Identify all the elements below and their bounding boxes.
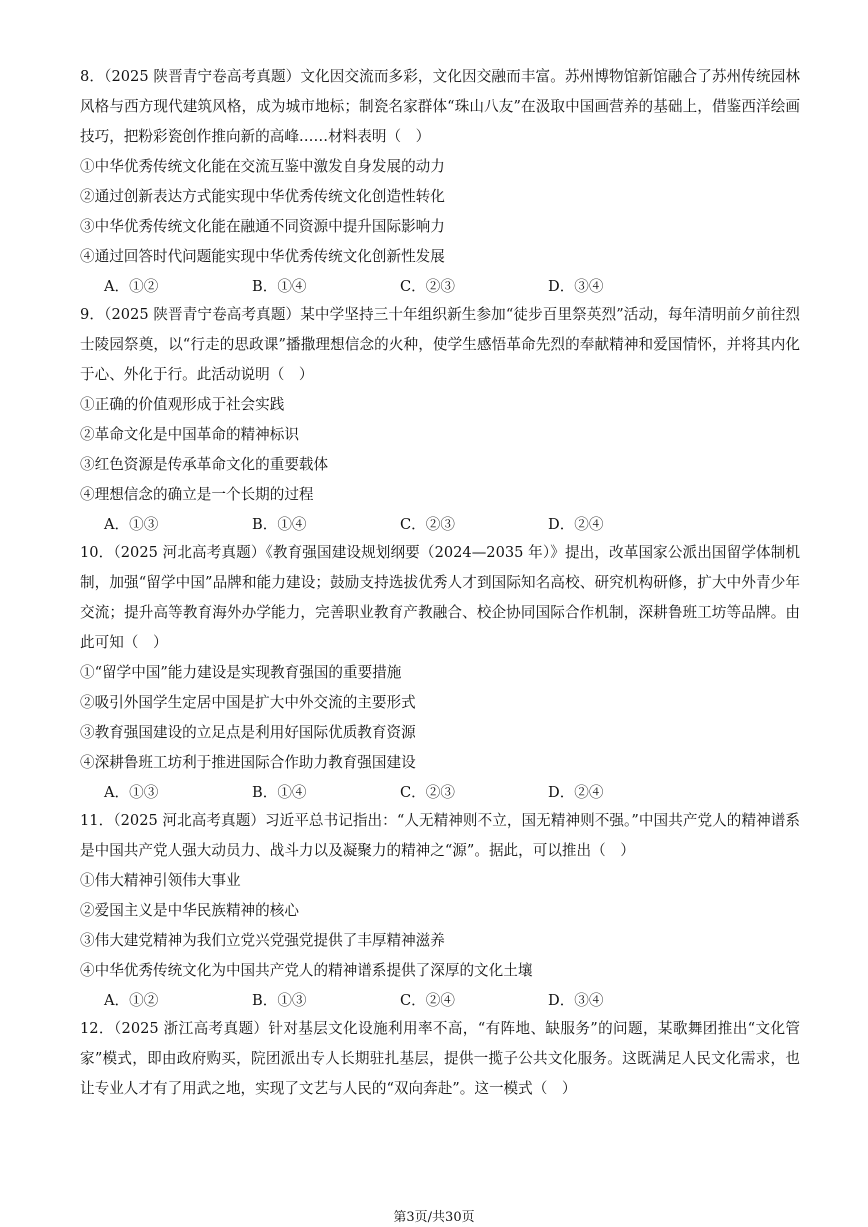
- choice-a: A．①②: [104, 278, 159, 295]
- page-number: 第3页/共30页: [393, 1210, 475, 1225]
- choice-b: B．①④: [252, 516, 307, 533]
- choice-c: C．②④: [400, 992, 455, 1009]
- choice-b: B．①④: [252, 278, 307, 295]
- option-statement: ①“留学中国”能力建设是实现教育强国的重要措施: [80, 664, 402, 681]
- question-stem: 9．（2025 陕晋青宁卷高考真题）某中学坚持三十年组织新生参加“徒步百里祭英烈”活动，每年清明前夕前往烈士陵园祭奠，以“行走的思政课”播撒理想信念的火种，使学生感悟革命先烈的奉献精神和爱国情怀，并将其内化于心、外化于行。此活动说明（ ）: [80, 306, 800, 383]
- question-8: [80, 62, 800, 302]
- option-statement: ①伟大精神引领伟大事业: [80, 872, 241, 889]
- choice-d: D．②④: [548, 784, 604, 801]
- choice-b: B．①④: [252, 784, 307, 801]
- option-statement: ③教育强国建设的立足点是利用好国际优质教育资源: [80, 724, 416, 741]
- question-stem: 11．（2025 河北高考真题）习近平总书记指出：“人无精神则不立，国无精神则不强。”中国共产党人的精神谱系是中国共产党人强大动员力、战斗力以及凝聚力的精神之“源”。据此，可以推出（ ）: [80, 812, 800, 859]
- question-11: [80, 806, 800, 1016]
- option-statement: ①正确的价值观形成于社会实践: [80, 396, 285, 413]
- option-statement: ①中华优秀传统文化能在交流互鉴中激发自身发展的动力: [80, 158, 445, 175]
- option-statement: ④中华优秀传统文化为中国共产党人的精神谱系提供了深厚的文化土壤: [80, 962, 533, 979]
- question-stem: 10．（2025 河北高考真题）《教育强国建设规划纲要（2024—2035 年）》提出，改革国家公派出国留学体制机制，加强“留学中国”品牌和能力建设；鼓励支持选拔优秀人才到国际知名高校、研究机构研修，扩大中外青少年交流；提升高等教育海外办学能力，完善职业教育产教融合、校企协同国际合作机制，深耕鲁班工坊等品牌。由此可知（ ）: [80, 544, 800, 651]
- choice-d: D．③④: [548, 278, 604, 295]
- choice-a: A．①②: [104, 992, 159, 1009]
- choice-a: A．①③: [104, 516, 159, 533]
- answer-choices: [80, 986, 800, 1016]
- option-statement: ④通过回答时代问题能实现中华优秀传统文化创新性发展: [80, 248, 445, 265]
- answer-choices: [80, 510, 800, 540]
- option-statement: ②吸引外国学生定居中国是扩大中外交流的主要形式: [80, 694, 416, 711]
- choice-a: A．①③: [104, 784, 159, 801]
- choice-b: B．①③: [252, 992, 307, 1009]
- choice-c: C．②③: [400, 784, 455, 801]
- question-stem: 12．（2025 浙江高考真题）针对基层文化设施利用率不高，“有阵地、缺服务”的问题，某歌舞团推出“文化管家”模式，即由政府购买，院团派出专人长期驻扎基层，提供一揽子公共文化服务。这既满足人民文化需求，也让专业人才有了用武之地，实现了文艺与人民的“双向奔赴”。这一模式（ ）: [80, 1020, 800, 1097]
- answer-choices: [80, 778, 800, 808]
- choice-d: D．③④: [548, 992, 604, 1009]
- choice-c: C．②③: [400, 516, 455, 533]
- question-12: [80, 1014, 800, 1104]
- option-statement: ②革命文化是中国革命的精神标识: [80, 426, 299, 443]
- option-statement: ③红色资源是传承革命文化的重要载体: [80, 456, 329, 473]
- question-9: [80, 300, 800, 540]
- choice-d: D．②④: [548, 516, 604, 533]
- option-statement: ④理想信念的确立是一个长期的过程: [80, 486, 314, 503]
- question-10: [80, 538, 800, 808]
- option-statement: ④深耕鲁班工坊利于推进国际合作助力教育强国建设: [80, 754, 416, 771]
- option-statement: ③中华优秀传统文化能在融通不同资源中提升国际影响力: [80, 218, 445, 235]
- option-statement: ②通过创新表达方式能实现中华优秀传统文化创造性转化: [80, 188, 445, 205]
- choice-c: C．②③: [400, 278, 455, 295]
- option-statement: ③伟大建党精神为我们立党兴党强党提供了丰厚精神滋养: [80, 932, 445, 949]
- option-statement: ②爱国主义是中华民族精神的核心: [80, 902, 299, 919]
- question-stem: 8．（2025 陕晋青宁卷高考真题）文化因交流而多彩，文化因交融而丰富。苏州博物馆新馆融合了苏州传统园林风格与西方现代建筑风格，成为城市地标；制瓷名家群体“珠山八友”在汲取中国画营养的基础上，借鉴西洋绘画技巧，把粉彩瓷创作推向新的高峰……材料表明（ ）: [80, 68, 800, 145]
- answer-choices: [80, 272, 800, 302]
